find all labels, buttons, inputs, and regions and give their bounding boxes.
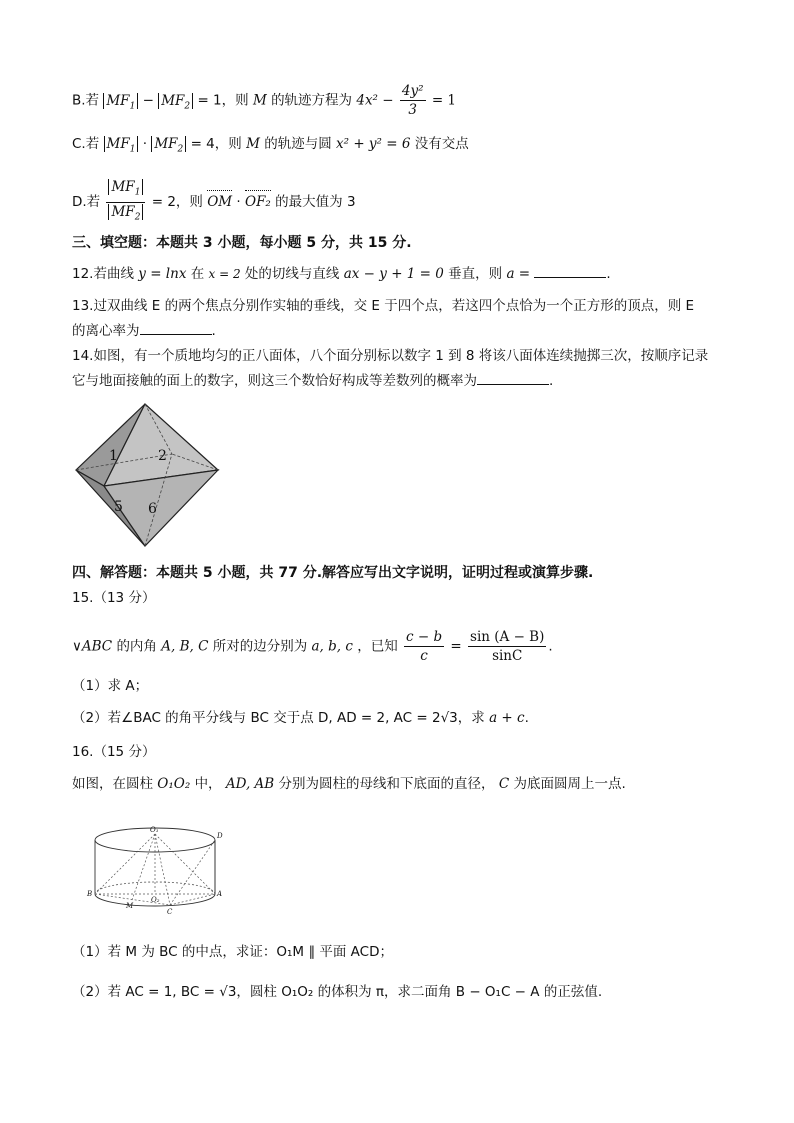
label-b: B (87, 890, 93, 898)
label-o1: O₁ (150, 826, 159, 834)
circle-equation: x² + y² = 6 (336, 136, 411, 152)
option-d-eq: = 2，则 (151, 194, 203, 211)
q12-x: x = 2 (208, 267, 241, 281)
label-m: M (126, 902, 134, 910)
equals-sign: = (450, 638, 462, 655)
answer-blank[interactable] (534, 263, 606, 278)
option-b-mid: 的轨迹方程为 (271, 92, 353, 109)
option-d (72, 178, 356, 226)
q12-var: a = (506, 266, 531, 282)
question-15-stem (72, 628, 553, 665)
question-16-part1: （1）若 M 为 BC 的中点，求证：O₁M ∥ 平面 ACD； (72, 944, 393, 960)
face-label-5: 5 (114, 499, 123, 515)
q16-segments: AD, AB (225, 776, 275, 792)
face-label-6: 6 (148, 501, 157, 517)
question-15-part1: （1）求 A； (72, 678, 149, 694)
q15-text: ，已知 (357, 638, 398, 655)
q12-part: 在 (190, 266, 205, 282)
vector-om: OM (207, 194, 233, 211)
segment-o1-c (155, 834, 170, 905)
option-b-eq: = 1，则 (197, 92, 249, 109)
question-14-line2 (72, 370, 553, 391)
option-b-tail: = 1 (431, 92, 457, 109)
q15-text: 所对的边分别为 (212, 638, 308, 655)
abs-mf1: $MF_1$ (104, 136, 139, 152)
point-m: M (252, 92, 267, 109)
label-d: D (217, 832, 223, 840)
q14-end: . (549, 373, 554, 389)
question-16-part2: （2）若 AC = 1, BC = √3，圆柱 O₁O₂ 的体积为 π，求二面角 B − O₁C − A 的正弦值. (72, 984, 603, 1000)
question-13-line1: 13.过双曲线 E 的两个焦点分别作实轴的垂线，交 E 于四个点，若这四个点恰为一个正方形的顶点，则 E (72, 298, 695, 314)
question-16-head: 16.（15 分） (72, 744, 156, 760)
q12-part: 处的切线与直线 (244, 266, 340, 282)
fraction-den: 3 (408, 102, 417, 118)
question-16-stem (72, 774, 626, 794)
section-4-title: 四、解答题：本题共 5 小题，共 77 分.解答应写出文字说明，证明过程或演算步骤. (72, 565, 594, 581)
fraction-den: sinC (492, 648, 523, 664)
abs-mf2: $MF_2$ (151, 136, 186, 152)
cylinder-figure (86, 822, 224, 922)
q13-end: . (211, 323, 216, 339)
q15-sides: a, b, c (311, 638, 353, 655)
triangle-abc: ∨ABC (72, 638, 113, 655)
option-c-tail: 没有交点 (414, 136, 469, 152)
q15-a-plus-c: a + c (489, 710, 525, 726)
answer-blank[interactable] (140, 320, 212, 335)
fraction-mf1-mf2 (106, 178, 145, 226)
option-d-tail: 的最大值为 3 (275, 194, 356, 211)
q16-text: 如图，在圆柱 (72, 776, 153, 792)
q12-curve: y = lnx (138, 266, 187, 282)
dot-sign: · (236, 194, 241, 211)
q14-text: 它与地面接触的面上的数字，则这三个数恰好构成等差数列的概率为 (72, 373, 477, 389)
q16-text: 中， (194, 776, 222, 792)
option-b (72, 82, 456, 119)
q12-part: 垂直，则 (448, 266, 503, 282)
option-c-prefix: C.若 (72, 136, 100, 152)
segment-o1-m (132, 834, 155, 900)
minus-sign: − (142, 92, 154, 109)
question-13-line2 (72, 320, 216, 341)
option-d-prefix: D.若 (72, 194, 101, 211)
q16-text: 为底面圆周上一点. (513, 776, 626, 792)
option-c-eq: = 4，则 (190, 136, 242, 152)
face-label-1: 1 (109, 448, 118, 464)
option-c (72, 134, 469, 160)
segment-o1-b (95, 834, 155, 894)
abs-mf2: $MF_2$ (158, 93, 193, 109)
option-b-prefix: B.若 (72, 92, 100, 109)
question-12 (72, 263, 611, 284)
q15-end: . (524, 710, 529, 726)
fraction-cb-c (404, 628, 444, 665)
q16-point-c: C (498, 776, 510, 792)
option-b-expr: 4x² − (356, 92, 394, 109)
q16-text: 分别为圆柱的母线和下底面的直径， (278, 776, 495, 792)
section-3-title: 三、填空题：本题共 3 小题，每小题 5 分，共 15 分. (72, 235, 412, 251)
vector-of2: OF₂ (245, 194, 271, 211)
q15-text: 的内角 (116, 638, 157, 655)
q15-part2-text: （2）若∠BAC 的角平分线与 BC 交于点 D, AD = 2, AC = 2√3，求 (72, 710, 485, 726)
q12-end: . (606, 266, 611, 282)
q12-line: ax − y + 1 = 0 (343, 266, 444, 282)
label-a: A (217, 890, 223, 898)
q13-text: 的离心率为 (72, 323, 140, 339)
label-c: C (167, 908, 173, 916)
fraction-sin (468, 628, 546, 665)
question-15-part2 (72, 708, 529, 728)
fraction-den: c (420, 648, 428, 664)
label-o2: O₂ (151, 896, 160, 904)
q16-cylinder: O₁O₂ (157, 776, 191, 792)
face-label-2: 2 (158, 448, 167, 464)
option-c-mid: 的轨迹与圆 (264, 136, 332, 152)
point-m: M (246, 136, 260, 152)
dot-sign: · (142, 136, 148, 152)
fraction-4y2-3 (400, 82, 426, 119)
q12-part: 12.若曲线 (72, 266, 134, 282)
q15-end: . (548, 638, 553, 655)
fraction-num: sin (A − B) (470, 629, 545, 645)
fraction-num: $MF_1$ (106, 178, 145, 203)
question-14-line1: 14.如图，有一个质地均匀的正八面体，八个面分别标以数字 1 到 8 将该八面体连续抛掷三次，按顺序记录 (72, 348, 709, 364)
answer-blank[interactable] (477, 370, 549, 385)
octahedron-figure (72, 400, 224, 552)
abs-mf1: $MF_1$ (103, 93, 138, 109)
fraction-num: c − b (406, 629, 443, 645)
fraction-num: 4y² (401, 83, 424, 99)
segment-o1-a (155, 834, 215, 894)
q15-angles: A, B, C (161, 638, 209, 655)
fraction-den: $MF_2$ (106, 203, 145, 227)
question-15-head: 15.（13 分） (72, 590, 156, 606)
